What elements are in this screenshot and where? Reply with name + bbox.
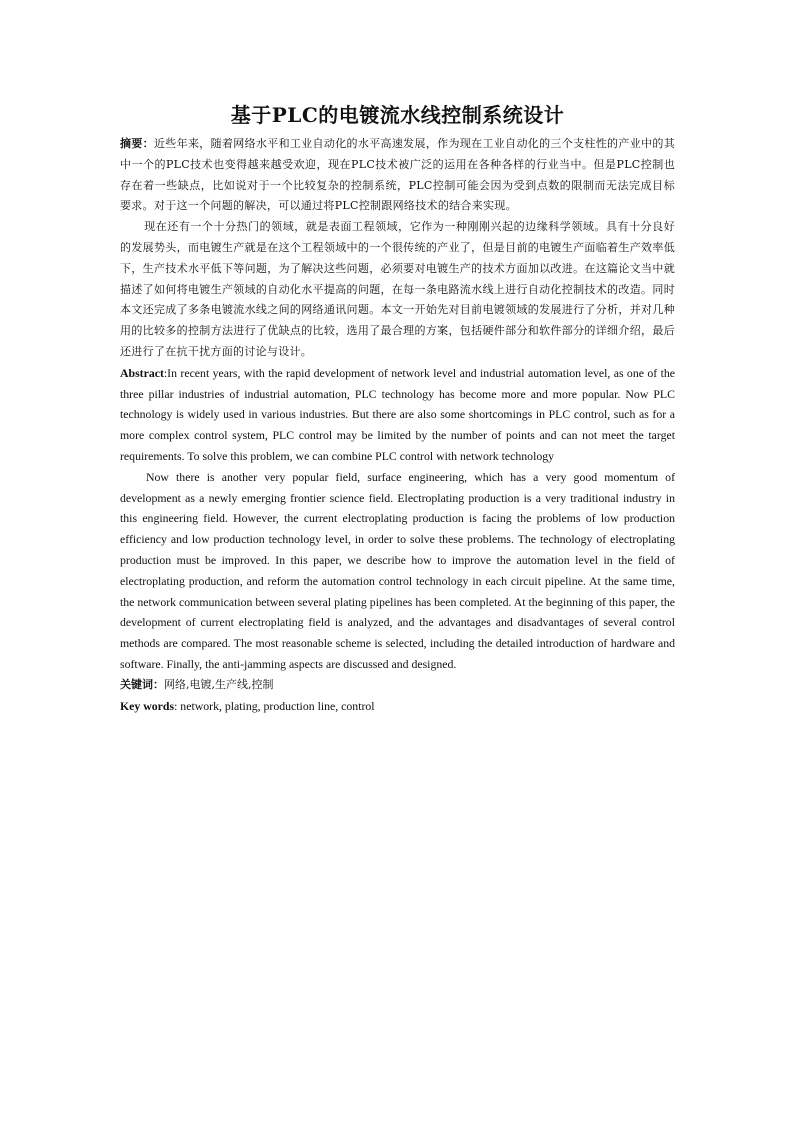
abstract-en-label: Abstract <box>120 365 164 380</box>
abstract-en-paragraph-1 <box>120 363 675 467</box>
abstract-en-text-1: :In recent years, with the rapid development of network level and industrial automation level, as one of the three pillar industries of industrial automation, PLC technology has become more and more popular. Now PLC technology is widely used in various industries. But there are also some shortcomings in PLC control, such as for a more complex control system, PLC control may be limited by the number of points and can not meet the target requirements. To solve this problem, we can combine PLC control with network technology <box>120 365 675 463</box>
keywords-en-label: Key words <box>120 698 175 713</box>
keywords-en-value: : network, plating, production line, control <box>174 698 375 713</box>
keywords-cn-label: 关键词： <box>120 677 164 691</box>
abstract-page-content <box>120 100 675 716</box>
abstract-cn-paragraph-1 <box>120 134 675 217</box>
abstract-cn-label: 摘要： <box>120 137 154 150</box>
abstract-cn-paragraph-2: 现在还有一个十分热门的领域，就是表面工程领域，它作为一种刚刚兴起的边缘科学领域。具有十分良好的发展势头，而电镀生产就是在这个工程领域中的一个很传统的产业了，但是目前的电镀生产面临着生产效率低下，生产技术水平低下等问题，为了解决这些问题，必须要对电镀生产的技术方面加以改进。在这篇论文当中就描述了如何将电镀生产领域的自动化水平提高的问题，在每一条电路流水线上进行自动化控制技术的改造。同时本文还完成了多条电镀流水线之间的网络通讯问题。本文一开始先对目前电镀领域的发展进行了分析，并对几种用的比较多的控制方法进行了优缺点的比较，选用了最合理的方案，包括硬件部分和软件部分的详细介绍，最后还进行了在抗干扰方面的讨论与设计。 <box>120 220 675 358</box>
paper-title: 基于PLC的电镀流水线控制系统设计 <box>230 103 565 127</box>
abstract-cn-text-1: 近些年来，随着网络水平和工业自动化的水平高速发展，作为现在工业自动化的三个支柱性的产业中的其中一个的PLC技术也变得越来越受欢迎，现在PLC技术被广泛的运用在各种各样的行业当中。但是PLC控制也存在着一些缺点，比如说对于一个比较复杂的控制系统，PLC控制可能会因为受到点数的限制而无法完成目标要求。对于这一个问题的解决，可以通过将PLC控制跟网络技术的结合来实现。 <box>120 137 675 213</box>
keywords-en <box>120 696 675 717</box>
abstract-en-paragraph-2: Now there is another very popular field, surface engineering, which has a very good momentum of development as a newly emerging frontier science field. Electroplating production is a very traditional industry in this engineering field. However, the current electroplating production is facing the problems of low production efficiency and low production technology level, in order to solve these problems. The technology of electroplating production must be improved. In this paper, we describe how to improve the automation level in the field of electroplating production, and reform the automation control technology in each circuit pipeline. At the same time, the network communication between several plating pipelines has been completed. At the beginning of this paper, the development of current electroplating field is analyzed, and the advantages and disadvantages of several control methods are compared. The most reasonable scheme is selected, including the detailed introduction of hardware and software. Finally, the anti-jamming aspects are discussed and designed. <box>120 469 675 671</box>
keywords-cn-value: 网络,电镀,生产线,控制 <box>164 677 274 691</box>
keywords-cn <box>120 675 675 696</box>
